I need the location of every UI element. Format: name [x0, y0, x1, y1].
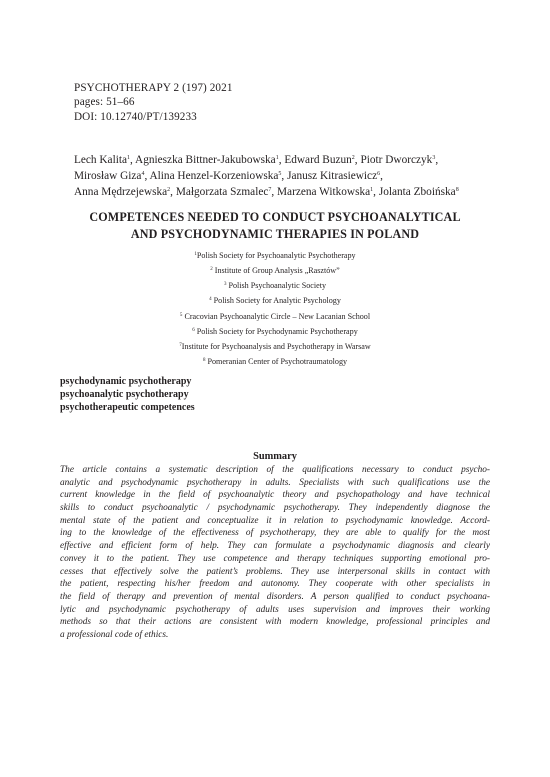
author-separator: ,: [373, 186, 379, 198]
affiliation-text: Pomeranian Center of Psychotraumatology: [207, 356, 348, 366]
affiliation-number: 1: [194, 252, 197, 257]
affiliation-number: 2: [210, 267, 213, 273]
affiliation-text: Cracovian Psychoanalytic Circle – New Lacanian School: [184, 311, 371, 321]
abstract-line: current knowledge in the field of psychoanalytic theory and psychopathology and have technical: [60, 490, 490, 501]
article-title: [60, 209, 490, 243]
author-line: [74, 168, 484, 184]
abstract-line: skills to conduct psychoanalytic / psychodynamic psychotherapy. They independently diagnose the: [60, 503, 490, 514]
author-affiliation-mark: 5: [278, 171, 282, 177]
title-line: AND PSYCHODYNAMIC THERAPIES IN POLAND: [130, 227, 420, 241]
author-name: Małgorzata Szmalec: [175, 186, 269, 198]
affiliation-number: 4: [209, 297, 212, 303]
author-affiliation-mark: 1: [127, 155, 131, 161]
abstract-line: a professional code of ethics.: [60, 629, 169, 640]
author-separator: ,: [281, 170, 288, 182]
abstract-line: convey it to the patient. They use competence and therapy techniques supporting emotional pro-: [60, 553, 490, 564]
author-name: Piotr Dworczyk: [360, 154, 433, 166]
author-separator: ,: [130, 154, 136, 166]
journal-issue: PSYCHOTHERAPY 2 (197) 2021: [74, 82, 233, 94]
author-separator: ,: [170, 186, 176, 198]
journal-header: [74, 81, 233, 124]
keyword: psychotherapeutic competences: [60, 402, 195, 413]
affiliation: [60, 248, 490, 263]
keyword: psychodynamic psychotherapy: [60, 376, 192, 387]
author-name: Alina Henzel-Korzeniowska: [149, 170, 279, 182]
author-separator: ,: [144, 170, 150, 182]
abstract-line: effective and efficient form of help. They can formulate a psychodynamic diagnosis and clearly: [60, 541, 490, 552]
abstract-line: analytic and psychodynamic psychotherapy in adults. Specialists with such qualifications use the: [60, 477, 490, 488]
abstract-text: [60, 464, 490, 642]
abstract-line: ing to the knowledge of the effectiveness of psychotherapy, they are able to qualify for the most: [60, 528, 490, 539]
author-separator: ,: [271, 186, 278, 198]
affiliation-text: Polish Society for Psychoanalytic Psychotherapy: [196, 251, 356, 260]
author-name: Lech Kalita: [74, 154, 128, 166]
author-affiliation-mark: 7: [268, 187, 272, 193]
affiliation: [60, 354, 490, 369]
affiliation-text: Institute of Group Analysis „Rasztów”: [214, 266, 340, 276]
affiliation-text: Polish Society for Analytic Psychology: [213, 296, 341, 306]
abstract-line: the patient, respecting his/her freedom and autonomy. They cooperate with other specialists in: [60, 579, 490, 590]
affiliation-text: Polish Society for Psychodynamic Psychotherapy: [196, 326, 358, 336]
author-affiliation-mark: 1: [275, 155, 279, 161]
author-separator: ,: [278, 154, 285, 166]
author-affiliation-mark: 6: [377, 171, 381, 177]
author-line: [74, 184, 484, 200]
affiliation: [60, 339, 490, 354]
author-list: [74, 152, 484, 200]
abstract-line: the field of therapy and prevention of mental disorders. A person qualified to conduct psychoana-: [60, 591, 490, 602]
abstract-line: methods so that their actions are consistent with modern knowledge, professional principles and: [60, 617, 490, 628]
title-line: COMPETENCES NEEDED TO CONDUCT PSYCHOANALYTICAL: [89, 210, 461, 224]
affiliation-number: 6: [192, 327, 195, 333]
keyword-list: [60, 375, 195, 414]
abstract-line: cesses that effectively solve the patient’s problems. They use interpersonal skills in contact with: [60, 566, 490, 577]
author-affiliation-mark: 3: [432, 155, 436, 161]
author-affiliation-mark: 1: [370, 187, 374, 193]
author-separator: ,: [435, 154, 439, 166]
affiliation-text: Institute for Psychoanalysis and Psychotherapy in Warsaw: [181, 341, 371, 351]
abstract-line: mental state of the patient and conceptualize it in relation to psychodynamic knowledge. Accord-: [60, 515, 490, 526]
author-separator: ,: [354, 154, 361, 166]
keyword: psychoanalytic psychotherapy: [60, 389, 189, 400]
author-affiliation-mark: 4: [141, 171, 145, 177]
affiliation-list: [60, 248, 490, 369]
affiliation-number: 5: [179, 312, 183, 318]
author-affiliation-mark: 2: [167, 187, 171, 193]
author-name: Edward Buzun: [284, 154, 352, 166]
summary-heading: Summary: [253, 451, 297, 462]
author-name: Jolanta Zboińska: [378, 186, 456, 198]
affiliation-number: 7: [179, 342, 182, 348]
doi: DOI: 10.12740/PT/139233: [74, 110, 197, 123]
author-name: Agnieszka Bittner-Jakubowska: [135, 154, 276, 166]
affiliation: [60, 278, 490, 293]
affiliation: [60, 293, 490, 308]
affiliation: [60, 324, 490, 339]
author-name: Janusz Kitrasiewicz: [287, 170, 378, 182]
author-name: Anna Mędrzejewska: [74, 186, 168, 198]
author-name: Mirosław Giza: [74, 170, 142, 182]
affiliation-number: 8: [202, 357, 206, 363]
affiliation: [60, 263, 490, 278]
author-affiliation-mark: 2: [351, 155, 355, 161]
page-range: pages: 51–66: [74, 96, 135, 109]
author-line: [74, 152, 484, 168]
affiliation: [60, 309, 490, 324]
affiliation-text: Polish Psychoanalytic Society: [228, 281, 327, 291]
affiliation-number: 3: [223, 282, 227, 288]
author-affiliation-mark: 8: [455, 187, 459, 193]
author-name: Marzena Witkowska: [277, 186, 371, 198]
abstract-line: The article contains a systematic description of the qualifications necessary to conduct psycho-: [60, 465, 490, 475]
abstract-line: lytic and psychodynamic psychotherapy of adults uses supervision and improves their working: [60, 604, 490, 615]
author-separator: ,: [380, 170, 383, 182]
